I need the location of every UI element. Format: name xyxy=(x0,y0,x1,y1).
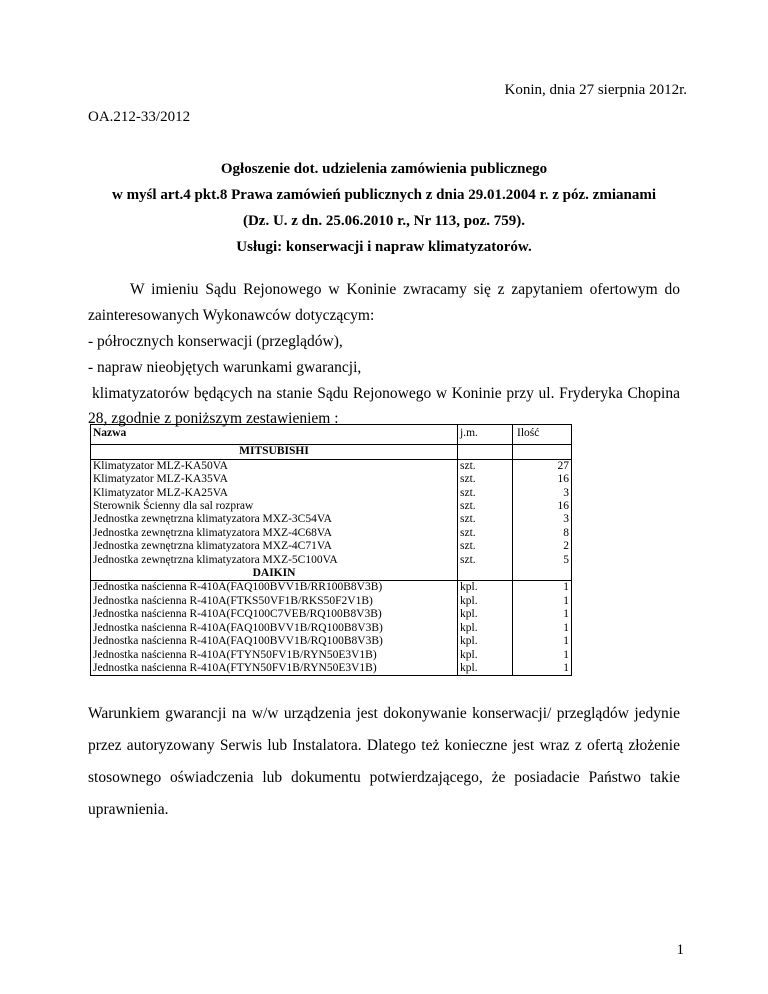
item-name: Jednostka naścienna R-410A(FTYN50FV1B/RYN50E3V1B) xyxy=(91,662,458,676)
warranty-line-1: Warunkiem gwarancji na w/w urządzenia jest dokonywanie konserwacji/ przeglądów jedynie xyxy=(88,705,680,722)
item-unit: szt. xyxy=(458,473,513,486)
header-qty: Ilość xyxy=(513,425,572,445)
table-row xyxy=(91,595,572,608)
table-row xyxy=(91,622,572,635)
reference-number: OA.212-33/2012 xyxy=(88,109,191,125)
item-qty: 3 xyxy=(513,487,572,500)
table-row xyxy=(91,527,572,540)
table-row xyxy=(91,487,572,500)
group-name: MITSUBISHI xyxy=(91,445,458,459)
table-row xyxy=(91,662,572,676)
group-qty-empty xyxy=(513,567,572,581)
group-name: DAIKIN xyxy=(91,567,458,581)
item-name: Jednostka naścienna R-410A(FTYN50FV1B/RYN50E3V1B) xyxy=(91,649,458,662)
group-unit-empty xyxy=(458,567,513,581)
item-qty: 3 xyxy=(513,513,572,526)
intro-line-4: 28, zgodnie z poniższym zestawieniem : xyxy=(88,410,339,427)
warranty-line-4: uprawnienia. xyxy=(88,801,169,818)
table-row xyxy=(91,608,572,621)
intro-bullet-2: - napraw nieobjętych warunkami gwarancji, xyxy=(88,359,362,376)
title-line-3: (Dz. U. z dn. 25.06.2010 r., Nr 113, poz. 759). xyxy=(242,213,526,229)
item-unit: szt. xyxy=(458,487,513,500)
item-unit: szt. xyxy=(458,554,513,567)
item-unit: szt. xyxy=(458,513,513,526)
title-line-2: w myśl art.4 pkt.8 Prawa zamówień publicznych z dnia 29.01.2004 r. z póz. zmianami xyxy=(111,187,656,203)
item-name: Jednostka naścienna R-410A(FAQ100BVV1B/RQ100B8V3B) xyxy=(91,622,458,635)
item-qty: 1 xyxy=(513,622,572,635)
page-number: 1 xyxy=(676,942,684,958)
table-row xyxy=(91,513,572,526)
place-date: Konin, dnia 27 sierpnia 2012r. xyxy=(504,82,687,98)
item-unit: szt. xyxy=(458,540,513,553)
item-name: Sterownik Ścienny dla sal rozpraw xyxy=(91,500,458,513)
table-row xyxy=(91,635,572,648)
header-name: Nazwa xyxy=(91,425,458,445)
item-unit: kpl. xyxy=(458,622,513,635)
group-qty-empty xyxy=(513,445,572,459)
item-name: Jednostka naścienna R-410A(FCQ100C7VEB/RQ100B8V3B) xyxy=(91,608,458,621)
header-unit: j.m. xyxy=(458,425,513,445)
table-row xyxy=(91,554,572,567)
item-name: Klimatyzator MLZ-KA35VA xyxy=(91,473,458,486)
item-unit: kpl. xyxy=(458,662,513,676)
item-qty: 27 xyxy=(513,459,572,473)
item-name: Jednostka zewnętrzna klimatyzatora MXZ-3C54VA xyxy=(91,513,458,526)
item-unit: szt. xyxy=(458,459,513,473)
item-unit: kpl. xyxy=(458,581,513,595)
title-line-1: Ogłoszenie dot. udzielenia zamówienia publicznego xyxy=(220,161,548,177)
table-group-row xyxy=(91,567,572,581)
intro-line-1: W imieniu Sądu Rejonowego w Koninie zwracamy się z zapytaniem ofertowym do xyxy=(130,281,680,298)
item-name: Klimatyzator MLZ-KA50VA xyxy=(91,459,458,473)
item-name: Jednostka naścienna R-410A(FTKS50VF1B/RKS50F2V1B) xyxy=(91,595,458,608)
equipment-table xyxy=(90,424,572,676)
item-qty: 1 xyxy=(513,635,572,648)
item-qty: 16 xyxy=(513,473,572,486)
item-qty: 1 xyxy=(513,662,572,676)
table-row xyxy=(91,649,572,662)
item-unit: szt. xyxy=(458,500,513,513)
title-line-4: Usługi: konserwacji i napraw klimatyzatorów. xyxy=(236,239,532,255)
group-unit-empty xyxy=(458,445,513,459)
intro-line-2: zainteresowanych Wykonawców dotyczącym: xyxy=(88,307,375,324)
item-unit: kpl. xyxy=(458,608,513,621)
item-unit: szt. xyxy=(458,527,513,540)
table-row xyxy=(91,459,572,473)
table-group-row xyxy=(91,445,572,459)
item-qty: 1 xyxy=(513,608,572,621)
warranty-line-3: stosownego oświadczenia lub dokumentu potwierdzającego, że posiadacie Państwo takie xyxy=(88,769,680,786)
intro-bullet-1: - półrocznych konserwacji (przeglądów), xyxy=(88,333,343,350)
item-name: Jednostka zewnętrzna klimatyzatora MXZ-5C100VA xyxy=(91,554,458,567)
item-name: Jednostka naścienna R-410A(FAQ100BVV1B/RQ100B8V3B) xyxy=(91,635,458,648)
item-name: Jednostka zewnętrzna klimatyzatora MXZ-4C71VA xyxy=(91,540,458,553)
item-qty: 8 xyxy=(513,527,572,540)
table-header-row xyxy=(91,425,572,445)
item-name: Jednostka zewnętrzna klimatyzatora MXZ-4C68VA xyxy=(91,527,458,540)
item-name: Klimatyzator MLZ-KA25VA xyxy=(91,487,458,500)
table-row xyxy=(91,500,572,513)
item-qty: 1 xyxy=(513,649,572,662)
item-unit: kpl. xyxy=(458,595,513,608)
item-qty: 16 xyxy=(513,500,572,513)
item-qty: 1 xyxy=(513,595,572,608)
item-unit: kpl. xyxy=(458,635,513,648)
item-qty: 2 xyxy=(513,540,572,553)
table-row xyxy=(91,540,572,553)
item-name: Jednostka naścienna R-410A(FAQ100BVV1B/RR100B8V3B) xyxy=(91,581,458,595)
item-unit: kpl. xyxy=(458,649,513,662)
table-row xyxy=(91,473,572,486)
table-row xyxy=(91,581,572,595)
intro-line-3: klimatyzatorów będących na stanie Sądu Rejonowego w Koninie przy ul. Fryderyka Chopina xyxy=(92,385,680,402)
item-qty: 5 xyxy=(513,554,572,567)
warranty-line-2: przez autoryzowany Serwis lub Instalatora. Dlatego też konieczne jest wraz z ofertą złożenie xyxy=(88,737,680,754)
item-qty: 1 xyxy=(513,581,572,595)
